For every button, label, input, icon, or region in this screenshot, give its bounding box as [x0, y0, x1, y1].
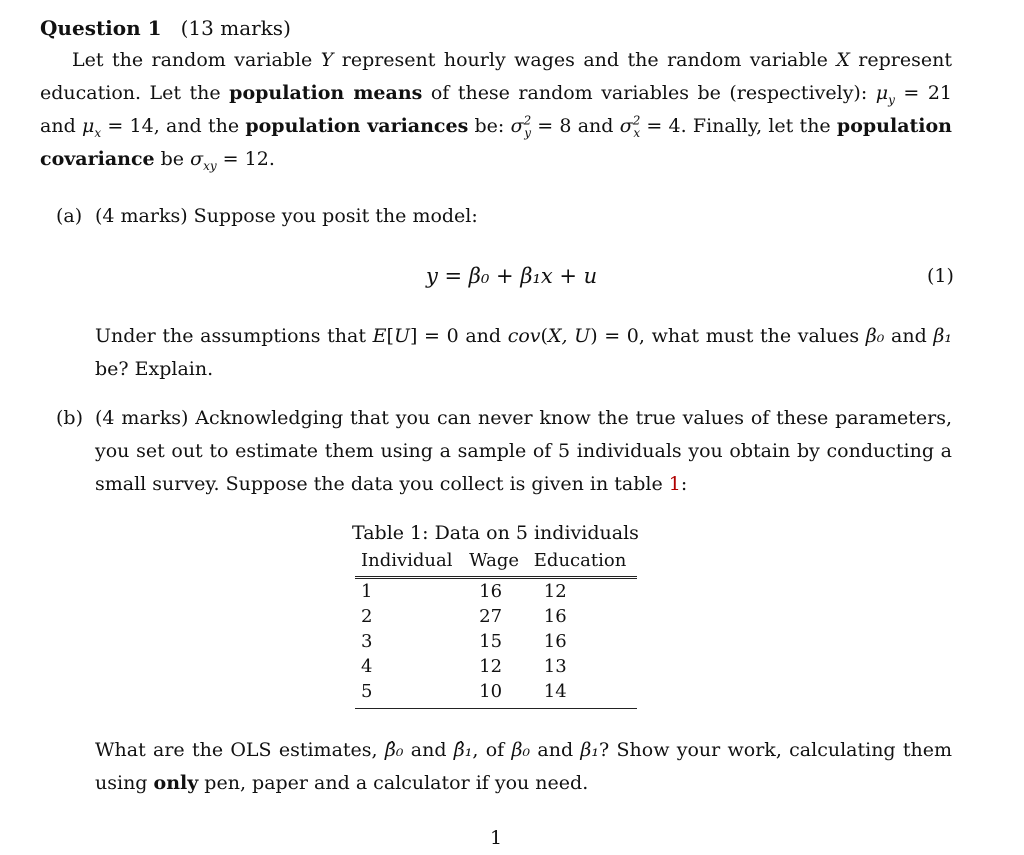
header-education: Education [533, 550, 627, 571]
intro-text: = 12. [216, 148, 275, 170]
mu-x: $\mu_x$ [81, 115, 102, 140]
var-x: X [836, 49, 850, 71]
cell-individual: 4 [361, 656, 373, 677]
question-title: Question 1 [40, 16, 162, 40]
cell-wage: 10 [463, 679, 528, 709]
part-a-prompt: (4 marks) Suppose you posit the model: [95, 205, 478, 227]
part-a-label: (a) [56, 205, 83, 227]
cell-education: 16 [543, 631, 567, 652]
cell-education: 13 [543, 656, 567, 677]
mu-y: $\mu_y$ [875, 82, 895, 107]
intro-text: = 4. Finally, let the [640, 115, 837, 137]
part-b-question: What are the OLS estimates, β̂₀ and β̂₁, of β₀ and β₁? Show your work, calculating them using only pen, paper and a calculator if you need. [95, 739, 953, 794]
sigma-xy: $\sigma_{xy}$ [190, 148, 217, 173]
cell-education: 14 [528, 679, 637, 709]
cell-education: 12 [543, 581, 567, 602]
data-table [355, 546, 637, 709]
table-caption: Table 1: Data on 5 individuals [352, 522, 639, 544]
page-number: 1 [490, 827, 503, 849]
table-row [355, 604, 637, 629]
sigma-y-squared: $\sigma^2_y$ [510, 113, 532, 140]
cell-wage: 12 [479, 656, 503, 677]
intro-text: = 8 and [530, 115, 620, 137]
equation-number: (1) [927, 265, 954, 287]
var-y: Y [320, 49, 334, 71]
term-population-covariance: population covariance [40, 115, 952, 170]
intro-text: Let the random variable [72, 49, 321, 71]
intro-text: be: [468, 115, 511, 137]
cell-individual: 1 [361, 581, 373, 602]
intro-text: represent hourly wages and the random variable [333, 49, 837, 71]
header-individual: Individual [361, 550, 453, 571]
part-a-question: Under the assumptions that E[U] = 0 and cov(X, U) = 0, what must the values β₀ and β₁ be? Explain. [95, 325, 953, 380]
cell-wage: 27 [479, 606, 503, 627]
part-b-label: (b) [56, 407, 83, 429]
cell-education: 16 [543, 606, 567, 627]
term-population-means: population means [229, 82, 423, 104]
table-row [355, 629, 637, 654]
intro-text: of these random variables be (respectively): [422, 82, 876, 104]
cell-individual: 5 [355, 679, 463, 709]
intro-text: = 14, and the [101, 115, 246, 137]
table-reference-link[interactable]: 1 [668, 473, 681, 495]
question-marks: (13 marks) [180, 16, 291, 40]
cell-individual: 3 [361, 631, 373, 652]
table-header-row [355, 546, 637, 578]
cell-individual: 2 [361, 606, 373, 627]
header-wage: Wage [469, 550, 520, 571]
question-intro [40, 44, 952, 176]
intro-text: = 21 and [40, 82, 952, 137]
intro-text: be [154, 148, 191, 170]
question-header [40, 12, 291, 45]
intro-text: represent education. Let the [40, 49, 952, 104]
model-equation: y = β₀ + β₁x + u [426, 264, 598, 288]
cell-wage: 16 [479, 581, 503, 602]
part-b-prompt: (4 marks) Acknowledging that you can never know the true values of these parameters, you set out to estimate them using a sample of 5 individuals you obtain by conducting a small survey. Suppose the data you collect is given in table 1: [95, 407, 952, 495]
sigma-x-squared: $\sigma^2_x$ [619, 113, 641, 140]
table-row [355, 578, 637, 605]
cell-wage: 15 [479, 631, 503, 652]
table-row [355, 679, 637, 709]
table-row [355, 654, 637, 679]
term-population-variances: population variances [245, 115, 469, 137]
